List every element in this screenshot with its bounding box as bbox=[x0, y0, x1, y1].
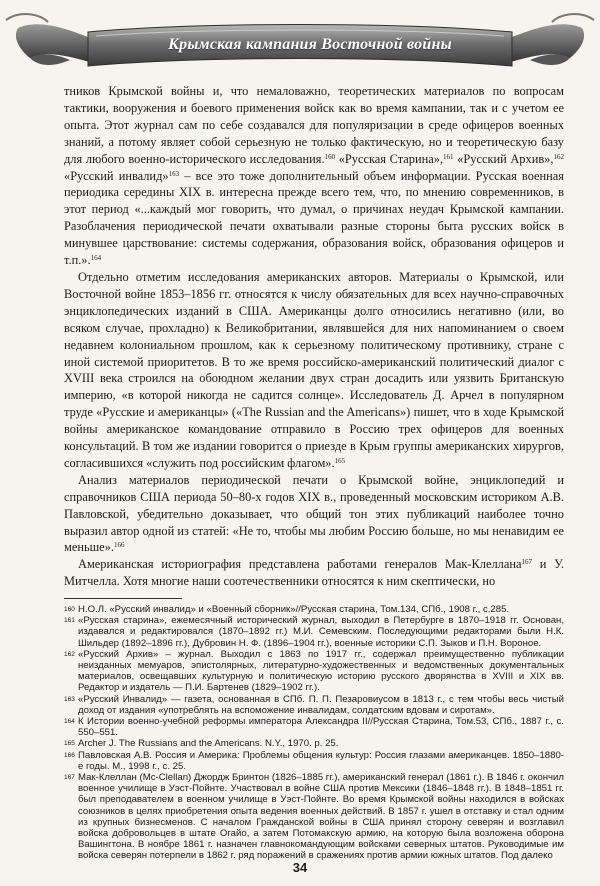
footnote-item bbox=[64, 738, 564, 749]
footnote-number: 165 bbox=[64, 740, 75, 748]
footnote-reference: 165 bbox=[334, 456, 346, 465]
footnote-reference: 163 bbox=[168, 169, 180, 178]
footnote-reference: 161 bbox=[443, 152, 454, 161]
footnote-item bbox=[64, 772, 564, 862]
chapter-banner bbox=[0, 0, 600, 80]
footnote-reference: 162 bbox=[553, 152, 564, 161]
paragraph-text: и У. Митчелла. Хотя многие наши соотечественники относятся к ним скептически, но bbox=[64, 557, 564, 589]
footnote-item bbox=[64, 604, 564, 615]
footnote-text: Н.О.Л. «Русский инвалид» и «Военный сборник»//Русская старина, Том.134, СПб., 1908 г., с.285. bbox=[78, 604, 510, 615]
footnote-number: 166 bbox=[64, 751, 75, 759]
footnote-number: 161 bbox=[64, 617, 75, 625]
chapter-title: Крымская кампания Восточной войны bbox=[168, 36, 452, 53]
footnote-reference: 160 bbox=[324, 152, 336, 161]
paragraph-text: Отдельно отметим исследования американских авторов. Материалы о Крымской, или Восточной войне 1853–1856 гг. относятся к числу обязательных для всех научно-справочных энциклопедических изданий в США. Американцы долго относились негативно (или, во всяком случае, прохладно) к Великобритании, являвшейся для них напоминанием о своем недавнем колониальном прошлом, как к серьезному политическому противнику, стране с иной системой приоритетов. В то же время российско-американский политический диалог с XVIII века строился на обоюдном желании двух стран досадить или уязвить Британскую империю, «в которой никогда не садится солнце». Исследователь Д. Арчел в популярном труде «Русские и американцы» («The Russian and the Americans») пишет, что в ходе Крымской войны американское командование отправило в Россию трех офицеров для военных консультаций. В том же издании говорится о приезде в Крым группы американских хирургов, согласившихся «служить под российским флагом». bbox=[64, 269, 564, 470]
footnote-text: «Русский Архив» – журнал. Выходил с 1863 по 1917 гг., содержал преимущественно публикации неизданных мемуаров, эпистолярных, литературно-художественных и ведомственных документальных материалов, освещавших культурную и политическую историю русского дворянства в XVIII и XIX вв. Редактор и издатель — П.И. Бартенев (1829–1902 гг.). bbox=[78, 648, 564, 694]
footnote-text: «Русский Инвалид» — газета, основанная в СПб. П. П. Пезаровиусом в 1813 г., с тем чтобы весь чистый доход от издания «употреблять на вспоможение инвалидам, солдатским вдовам и сиротам». bbox=[78, 693, 564, 716]
paragraph-text: «Русский инвалид» bbox=[64, 168, 169, 183]
paragraph-text: Анализ материалов периодической печати о Крымской войне, энциклопедий и справочников США периода 50–80-х годов XIX в., проведенный московским историком А.В. Павловской, убедительно доказывает, что общий тон этих публикаций наиболее точно выразил автор одной из статей: «Не то, чтобы мы любим Россию больше, но мы ненавидим ее меньше». bbox=[64, 472, 564, 555]
footnote-item bbox=[64, 750, 564, 772]
footnote-number: 160 bbox=[64, 606, 75, 613]
footnote-text: Мак-Клеллан (Mc-Clellan) Джордж Бринтон (1826–1885 гг.), американский генерал (1861 г.). В 1846 г. окончил военное училище в Уэст-Пойнте. Участвовал в войне США против Мексики (1846–1848 гг.). В 1848–1851 гг. был преподавателем в военном училище в Уэст-Пойнте. Во время Крымской войны находился в войсках союзников в целях приобретения опыта ведения военных действий. В 1857 г. ушел в отставку и стал одним из крупных бизнесменов. С началом Гражданской войны в США принял сторону северян и возглавил войска добровольцев в штате Огайо, а затем Потомакскую армию, на которую была возложена оборона Вашингтона. В ноябре 1861 г. назначен главнокомандующим войсками северных штатов. Руководимые им войска северян потерпели в 1862 г. ряд поражений в сражениях против армии южных штатов. Под далеко bbox=[78, 772, 564, 862]
paragraph-text: Американская историография представлена работами генералов Мак-Клеллана bbox=[78, 557, 522, 572]
footnote-reference: 167 bbox=[521, 558, 532, 567]
footnote-text: К Истории военно-учебной реформы императора Александра II//Русская Старина, Том.53, СПб., 1887 г., с. 550–551. bbox=[78, 716, 564, 739]
footnote-item bbox=[64, 716, 564, 738]
footnote-separator bbox=[64, 598, 182, 599]
paragraph-text: – все это тоже дополнительный объем информации. Русская военная периодика середины XIX в. интересна прежде всего тем, что, по мнению современников, в этот период «...каждый мог говорить, что думал, о причинах неудач Крымской кампании. Разоблачения периодической печати охватывали разные стороны быта русских войск в минувшее царствование: системы содержания, образования войск, образования офицеров и т.п.». bbox=[64, 168, 564, 268]
page-number: 34 bbox=[292, 860, 308, 875]
paragraph-text: «Русский Архив», bbox=[453, 151, 554, 166]
body-paragraph bbox=[64, 83, 564, 269]
body-paragraph bbox=[64, 269, 564, 472]
body-paragraph bbox=[64, 556, 564, 590]
footnote-item bbox=[64, 694, 564, 716]
footnote-text: «Русская старина», ежемесячный исторический журнал, выходил в Петербурге в 1870–1918 гг. Основан, издавался и редактировался (1870–1892 гг.) М.И. Семевским. Последующими редакторами были Н.К. Шильдер (1892–1896 гг.), Дубровин Н. Ф. (1896–1904 гг.), военные историки С.П. Зыков и П.Н. Вороное. bbox=[78, 615, 564, 649]
footnote-item bbox=[64, 649, 564, 694]
footnote-item bbox=[64, 615, 564, 649]
footnote-reference: 166 bbox=[113, 541, 125, 550]
footnote-text: Archer J. The Russians and the Americans. N.Y., 1970. p. 25. bbox=[78, 738, 339, 750]
footnote-number: 167 bbox=[64, 774, 75, 782]
footnote-number: 163 bbox=[64, 695, 75, 703]
footnotes-section bbox=[64, 604, 564, 862]
main-body-text bbox=[64, 83, 564, 590]
body-paragraph bbox=[64, 472, 564, 557]
paragraph-text: тников Крымской войны и, что немаловажно, теоретических материалов по вопросам тактики, вооружения и боевого применения войск как во время кампании, так и с учетом ее опыта. Этот журнал сам по себе создавался для популяризации в среде офицеров военных знаний, а потому являет собой серьезную не только фактическую, но и теоретическую базу для любого военно-исторического исследования. bbox=[64, 84, 564, 166]
paragraph-text: «Русская Старина», bbox=[335, 151, 444, 166]
footnote-reference: 164 bbox=[90, 254, 102, 263]
footnote-number: 164 bbox=[64, 718, 75, 726]
footnote-text: Павловская А.В. Россия и Америка: Проблемы общения культур: Россия глазами американцев. 1850–1880-е годы. М., 1998 г., с. 25. bbox=[78, 749, 564, 772]
footnote-number: 162 bbox=[64, 650, 75, 658]
